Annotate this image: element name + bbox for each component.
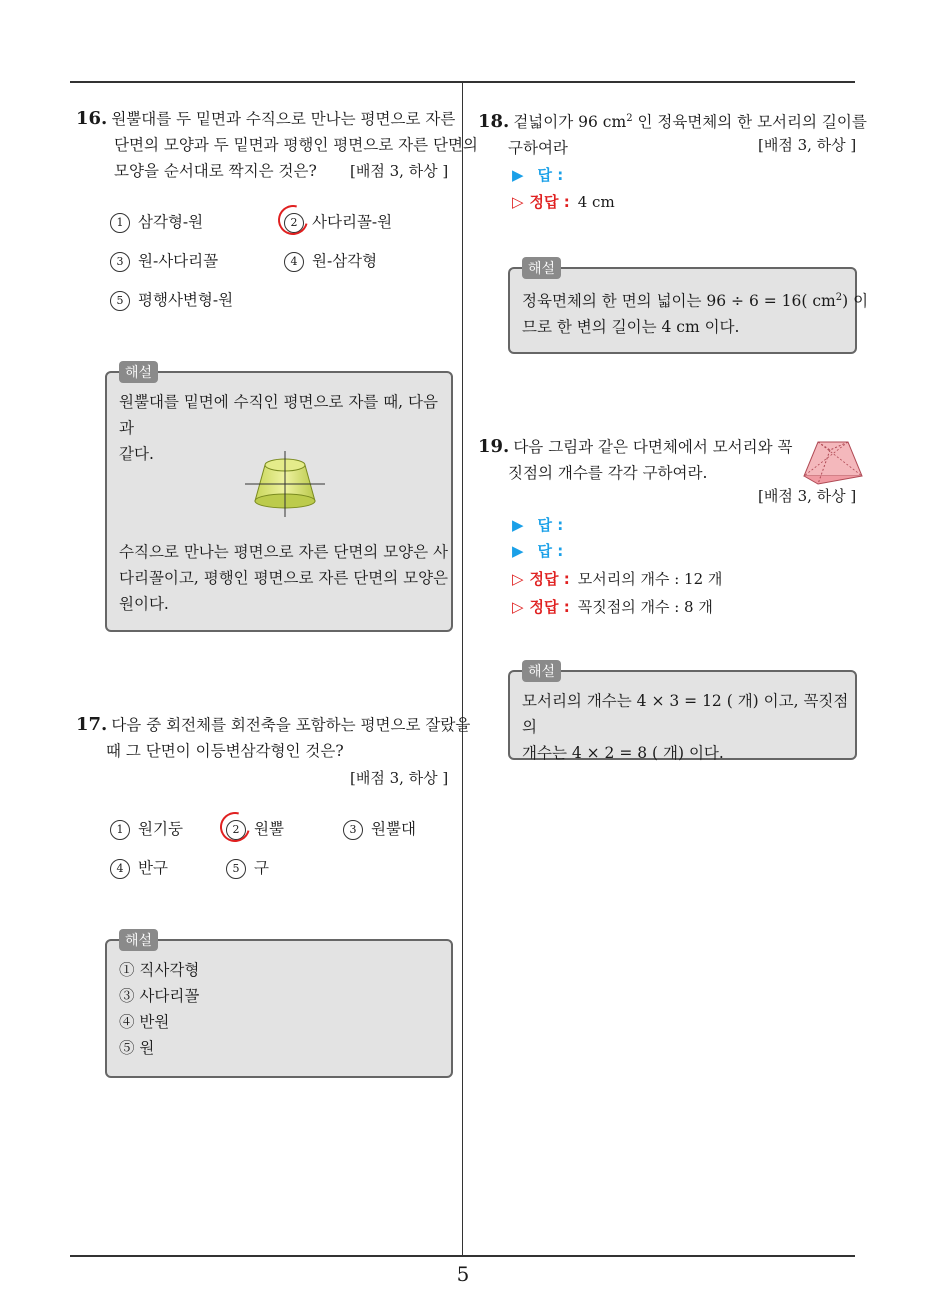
correct-mark-icon <box>215 807 256 848</box>
solution-text: 원뿔대를 밑면에 수직인 평면으로 자를 때, 다음과 <box>119 393 438 437</box>
correct-mark-icon <box>273 200 314 241</box>
solution-text: ⑤ 원 <box>119 1039 155 1057</box>
question-number: 17. <box>76 714 108 735</box>
solution-text: ① 직사각형 <box>119 961 200 979</box>
question-text: 인 정육면체의 한 모서리의 길이를 <box>632 113 867 132</box>
question-number: 18. <box>478 111 510 133</box>
solution-text: 개수는 4 × 2 = 8 ( 개) 이다. <box>522 744 724 762</box>
solution-box-18 <box>508 261 869 354</box>
question-text: 때 그 단면이 이등변삼각형인 것은? <box>106 742 344 760</box>
question-17 <box>76 712 471 764</box>
solution-tag: 해설 <box>522 660 561 682</box>
question-text: 다음 그림과 같은 다면체에서 모서리와 꼭 <box>513 438 793 456</box>
choice-text: 원-삼각형 <box>312 252 378 270</box>
solution-text: 므로 한 변의 길이는 4 cm 이다. <box>522 318 740 337</box>
score-label: [배점 3, 하상 ] <box>350 769 449 787</box>
choice-text: 삼각형-원 <box>138 213 204 231</box>
frustum-figure-icon <box>245 451 325 517</box>
solution-text: 원이다. <box>119 595 169 613</box>
solution-text: 정육면체의 한 면의 넓이는 96 ÷ 6 = 16( cm <box>522 292 836 311</box>
solution-text: ) 이 <box>842 292 869 311</box>
correct-label: 정답 : <box>529 193 570 211</box>
choice-number: 3 <box>343 820 363 840</box>
correct-answer-line <box>512 191 615 212</box>
correct-label: 정답 : <box>529 598 570 616</box>
correct-answer-line <box>512 596 713 617</box>
question-text: 모양을 순서대로 짝지은 것은? <box>114 162 317 180</box>
play-icon: ▶ <box>512 542 524 560</box>
choice-number: 1 <box>110 213 130 233</box>
solution-tag: 해설 <box>522 257 561 279</box>
question-text: 구하여라 <box>508 139 568 158</box>
choice-text: 구 <box>254 859 269 877</box>
choice-1[interactable] <box>110 210 203 233</box>
choice-5[interactable] <box>226 856 269 879</box>
solution-box-17 <box>105 933 453 1078</box>
correct-value: 꼭짓점의 개수 : 8 개 <box>577 598 713 616</box>
choice-number: 1 <box>110 820 130 840</box>
solution-text: 같다. <box>119 445 154 463</box>
answer-label: 답 : <box>537 516 564 534</box>
question-text: 겉넓이가 96 cm <box>513 113 627 132</box>
page-number: 5 <box>456 1262 470 1286</box>
score-label: [배점 3, 하상 ] <box>758 487 857 505</box>
correct-value: 모서리의 개수 : 12 개 <box>577 570 723 588</box>
choice-text: 반구 <box>138 859 168 877</box>
question-text: 다음 중 회전체를 회전축을 포함하는 평면으로 잘랐을 <box>111 716 471 734</box>
correct-answer-line <box>512 568 722 589</box>
answer-line[interactable] <box>512 514 563 535</box>
question-number: 16. <box>76 108 108 129</box>
question-text: 단면의 모양과 두 밑면과 평행인 평면으로 자른 단면의 <box>114 136 478 154</box>
solution-tag: 해설 <box>119 929 158 951</box>
solution-box-16 <box>105 365 453 632</box>
choice-number: 2 <box>284 213 304 233</box>
answer-line[interactable] <box>512 540 563 561</box>
choice-number: 5 <box>226 859 246 879</box>
solution-text: 다리꼴이고, 평행인 평면으로 자른 단면의 모양은 <box>119 569 449 587</box>
question-19 <box>478 434 798 486</box>
choice-4[interactable] <box>110 856 168 879</box>
choice-number: 4 <box>284 252 304 272</box>
answer-label: 답 : <box>537 542 564 560</box>
play-icon: ▶ <box>512 516 524 534</box>
choice-number: 5 <box>110 291 130 311</box>
choice-4[interactable] <box>284 249 377 272</box>
answer-label: 답 : <box>537 166 564 184</box>
solution-tag: 해설 <box>119 361 158 383</box>
choice-number: 4 <box>110 859 130 879</box>
question-number: 19. <box>478 436 510 457</box>
correct-value: 4 cm <box>577 193 615 211</box>
choice-text: 원기둥 <box>138 820 183 838</box>
solution-text: ④ 반원 <box>119 1013 170 1031</box>
play-outline-icon: ▷ <box>512 570 524 588</box>
column-divider <box>462 82 463 1256</box>
polyhedron-figure-icon <box>800 436 866 488</box>
choice-text: 원뿔대 <box>371 820 416 838</box>
score-label: [배점 3, 하상 ] <box>758 136 857 154</box>
choice-5[interactable] <box>110 288 233 311</box>
choice-1[interactable] <box>110 817 183 840</box>
play-outline-icon: ▷ <box>512 193 524 211</box>
superscript: 2 <box>626 113 633 124</box>
solution-text: ③ 사다리꼴 <box>119 987 200 1005</box>
choice-3[interactable] <box>343 817 416 840</box>
play-outline-icon: ▷ <box>512 598 524 616</box>
choice-text: 사다리꼴-원 <box>312 213 393 231</box>
solution-text: 모서리의 개수는 4 × 3 = 12 ( 개) 이고, 꼭짓점의 <box>522 692 849 736</box>
choice-text: 원-사다리꼴 <box>138 252 219 270</box>
choice-number: 3 <box>110 252 130 272</box>
correct-label: 정답 : <box>529 570 570 588</box>
solution-text: 수직으로 만나는 평면으로 자른 단면의 모양은 사 <box>119 543 449 561</box>
choice-number: 2 <box>226 820 246 840</box>
question-text: 원뿔대를 두 밑면과 수직으로 만나는 평면으로 자른 <box>111 110 456 128</box>
answer-line[interactable] <box>512 164 563 185</box>
bottom-rule <box>70 1255 855 1257</box>
choice-text: 평행사변형-원 <box>138 291 234 309</box>
score-label: [배점 3, 하상 ] <box>350 162 449 180</box>
play-icon: ▶ <box>512 166 524 184</box>
question-text: 짓점의 개수를 각각 구하여라. <box>508 464 708 482</box>
solution-box-19 <box>508 664 857 762</box>
choice-3[interactable] <box>110 249 218 272</box>
superscript: 2 <box>835 292 843 303</box>
choice-text: 원뿔 <box>254 820 284 838</box>
